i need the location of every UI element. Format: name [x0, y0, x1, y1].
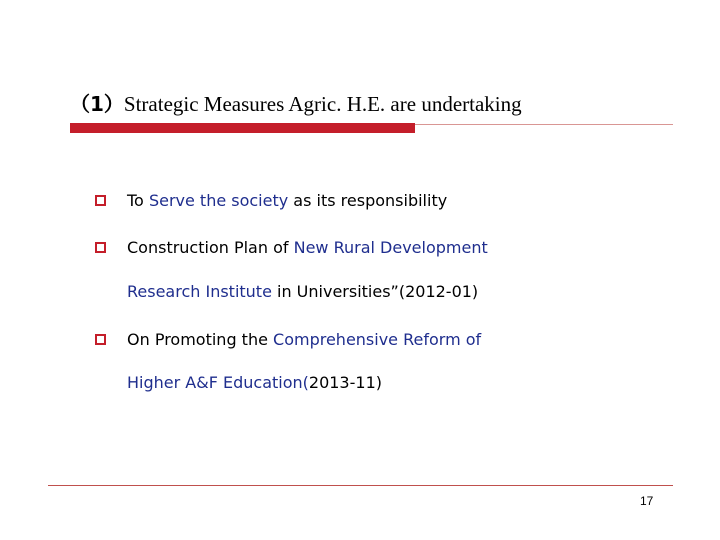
bullet-text-segment: Construction Plan of	[127, 238, 294, 257]
title-text: Strategic Measures Agric. H.E. are undertaking	[123, 92, 522, 116]
bullet-text-segment: in Universities”(2012-01)	[271, 282, 479, 301]
bullet-1-text	[127, 191, 447, 210]
bullet-square-icon	[95, 242, 106, 253]
bullet-highlight-segment: Comprehensive Reform of	[273, 330, 482, 349]
page-number: 17	[640, 494, 654, 508]
bullet-highlight-segment: Higher A&F Education(	[127, 373, 309, 392]
bullet-highlight-segment: New Rural Development	[293, 238, 488, 257]
bullet-square-icon	[95, 195, 106, 206]
footer-divider	[48, 485, 673, 486]
bullet-highlight-segment: Research Institute	[127, 282, 272, 301]
title-number: （1）	[70, 92, 124, 116]
bullet-3-line-1	[127, 330, 481, 349]
bullet-text-segment: On Promoting the	[127, 330, 274, 349]
bullet-3-line-2	[127, 373, 382, 392]
bullet-text-segment: To	[127, 191, 149, 210]
bullet-text-segment: 2013-11)	[308, 373, 382, 392]
bullet-highlight-segment: Serve the society	[148, 191, 289, 210]
bullet-square-icon	[95, 334, 106, 345]
title-accent-bar	[70, 123, 415, 133]
bullet-text-segment: as its responsibility	[288, 191, 448, 210]
bullet-2-line-2	[127, 282, 478, 301]
slide-title	[70, 88, 522, 117]
bullet-2-line-1	[127, 238, 488, 257]
